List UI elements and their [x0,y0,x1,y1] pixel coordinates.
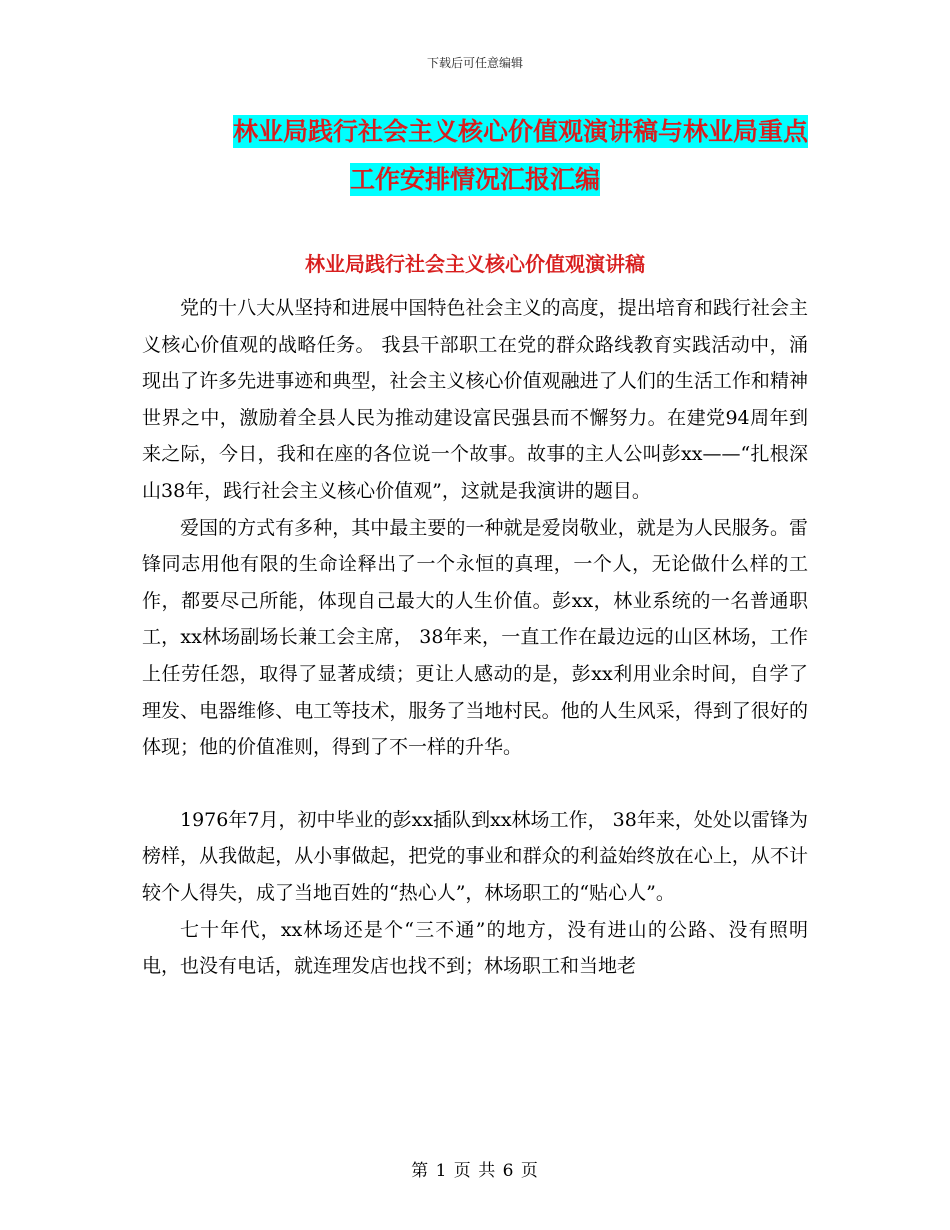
paragraph-4: 七十年代，xx林场还是个“三不通”的地方，没有进山的公路、没有照明电，也没有电话，就连理发店也找不到；林场职工和当地老 [142,918,808,978]
paragraph-1: 党的十八大从坚持和进展中国特色社会主义的高度，提出培育和践行社会主义核心价值观的战略任务。 我县干部职工在党的群众路线教育实践活动中，涌现出了许多先进事迹和典型，社会主义核心价值观融进了人们的生活工作和精神世界之中，激励着全县人民为推动建设富民强县而不懈努力。在建党94周年到来之际，今日，我和在座的各位说一个故事。故事的主人公叫彭xx——“扎根深山38年，践行社会主义核心价值观”，这就是我演讲的题目。 [142,297,808,502]
title-line-1 [142,108,808,156]
page-footer: 第 1 页 共 6 页 [411,1161,539,1181]
title-line-2 [142,156,808,204]
document-body [142,290,808,985]
title-line-2-text: 工作安排情况汇报汇编 [349,165,600,194]
title-line-1-text: 林业局践行社会主义核心价值观演讲稿与林业局重点 [232,117,808,146]
paragraph-2: 爱国的方式有多种，其中最主要的一种就是爱岗敬业，就是为人民服务。雷锋同志用他有限的生命诠释出了一个永恒的真理，一个人，无论做什么样的工作，都要尽己所能，体现自己最大的人生价值。彭xx，林业系统的一名普通职工，xx林场副场长兼工会主席， 38年来，一直工作在最边远的山区林场，工作上任劳任怨，取得了显著成绩；更让人感动的是，彭xx利用业余时间，自学了理发、电器维修、电工等技术，服务了当地村民。他的人生风采，得到了很好的体现；他的价值准则，得到了不一样的升华。 [142,516,808,759]
document-title [142,108,808,204]
section-title: 林业局践行社会主义核心价值观演讲稿 [305,252,645,276]
header-note: 下载后可任意编辑 [426,56,523,70]
paragraph-3: 1976年7月，初中毕业的彭xx插队到xx林场工作， 38年来，处处以雷锋为榜样，从我做起，从小事做起，把党的事业和群众的利益始终放在心上，从不计较个人得失，成了当地百姓的“热心人”，林场职工的“贴心人”。 [142,808,808,904]
